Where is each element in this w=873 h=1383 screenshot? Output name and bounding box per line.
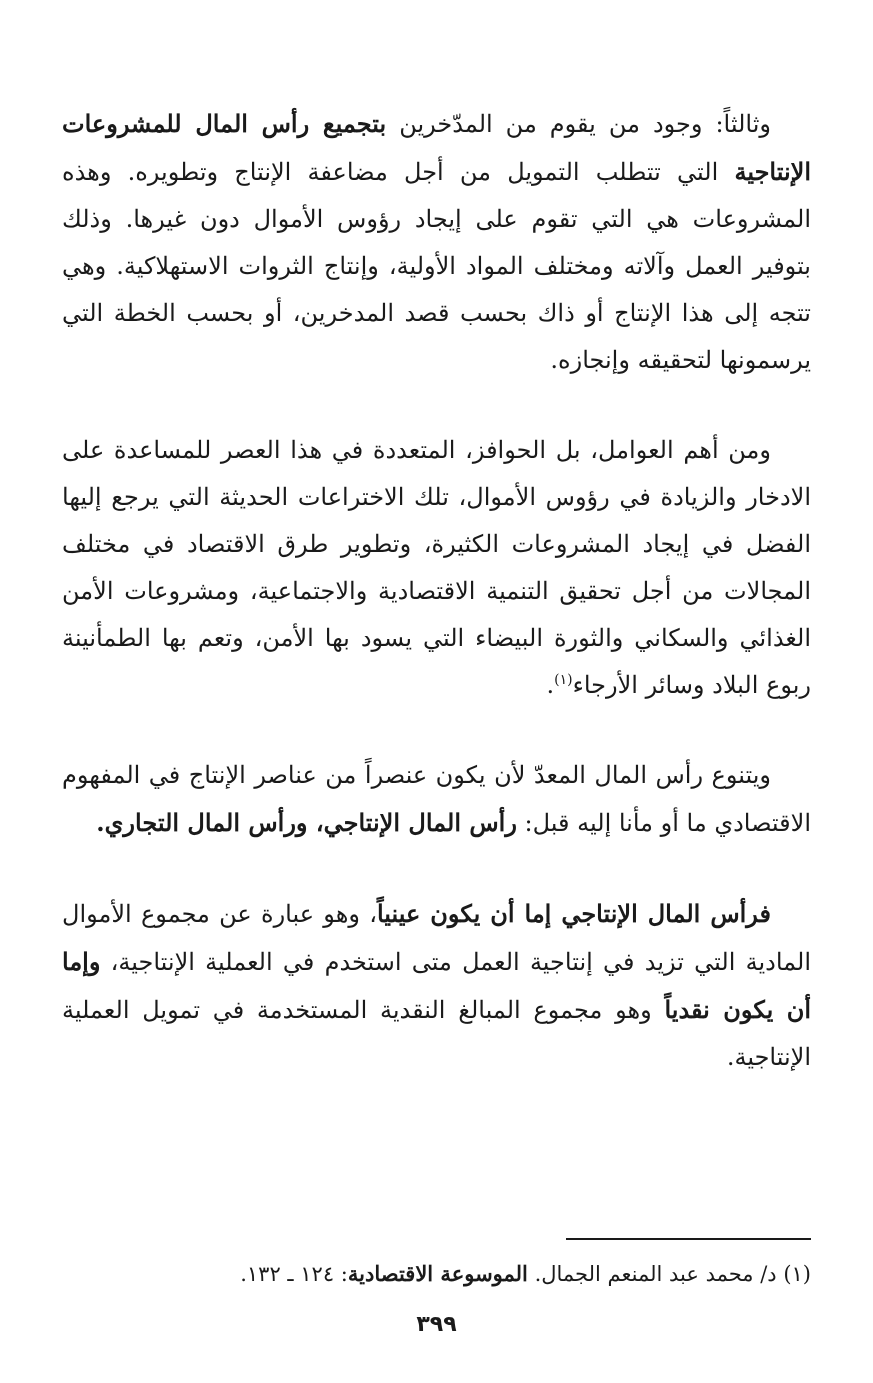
- paragraph-4-text-b: ، وهو عبارة عن مجموع الأموال المادية التي تزيد في إنتاجية العمل متى استخدم في العملية الإنتاجية،: [62, 900, 811, 976]
- paragraph-3-bold: رأس المال الإنتاجي، ورأس المال التجاري: [104, 808, 517, 837]
- paragraph-4-text-d: وهو مجموع المبالغ النقدية المستخدمة في تمويل العملية الإنتاجية.: [62, 996, 811, 1071]
- paragraph-3: [62, 752, 811, 847]
- paragraph-2-text: ومن أهم العوامل، بل الحوافز، المتعددة في هذا العصر للمساعدة على الادخار والزيادة في رؤوس الأموال، تلك الاختراعات الحديثة التي يرجع إليها الفضل في إيجاد المشروعات الكثيرة، وتطوير طرق الاقتصاد في مختلف المجالات من أجل تحقيق التنمية الاقتصادية والاجتماعية، ومشروعات الأمن الغذائي والسكاني والثورة البيضاء التي يسود بها الأمن، وتعم بها الطمأنينة ربوع البلاد وسائر الأرجاء: [62, 436, 812, 699]
- page-number: ٣٩٩: [416, 1312, 457, 1337]
- paragraph-4: [62, 890, 811, 1081]
- main-text: [62, 100, 811, 1124]
- paragraph-2: [62, 427, 811, 709]
- footnote-pages: : ١٢٤ ـ ١٣٢.: [240, 1262, 348, 1286]
- paragraph-2-end: .: [546, 671, 555, 699]
- footnote-marker[interactable]: (١): [554, 672, 573, 688]
- footnote-source-title: الموسوعة الاقتصادية: [347, 1261, 528, 1286]
- paragraph-1-text-a: وثالثاً: وجود من يقوم من المدّخرين: [386, 110, 771, 138]
- paragraph-3-end: .: [96, 808, 105, 837]
- paragraph-1-bold: بتجميع رأس المال للمشروعات الإنتاجية: [62, 109, 811, 186]
- paragraph-3-text-a: ويتنوع رأس المال المعدّ لأن يكون عنصراً من عناصر الإنتاج في المفهوم الاقتصادي ما أو مأنا إليه قبل:: [62, 761, 811, 837]
- paragraph-4-bold-c: وإما أن يكون نقدياً: [62, 947, 812, 1024]
- footnote-separator: [566, 1238, 811, 1240]
- footnote-lead: (١) د/ محمد عبد المنعم الجمال.: [527, 1262, 811, 1286]
- paragraph-1-text-c: التي تتطلب التمويل من أجل مضاعفة الإنتاج وتطويره. وهذه المشروعات هي التي تقوم على إيجاد رؤوس الأموال دون غيرها. وذلك بتوفير العمل وآلاته ومختلف المواد الأولية، وإنتاج الثروات الاستهلاكية. وهي تتجه إلى هذا الإنتاج أو ذاك بحسب قصد المدخرين، أو بحسب الخطة التي يرسمونها لتحقيقه وإنجازه.: [62, 158, 811, 374]
- paragraph-1: [62, 100, 811, 384]
- paragraph-4-bold-a: فرأس المال الإنتاجي إما أن يكون عينياً: [376, 899, 771, 928]
- footnote: [62, 1256, 811, 1292]
